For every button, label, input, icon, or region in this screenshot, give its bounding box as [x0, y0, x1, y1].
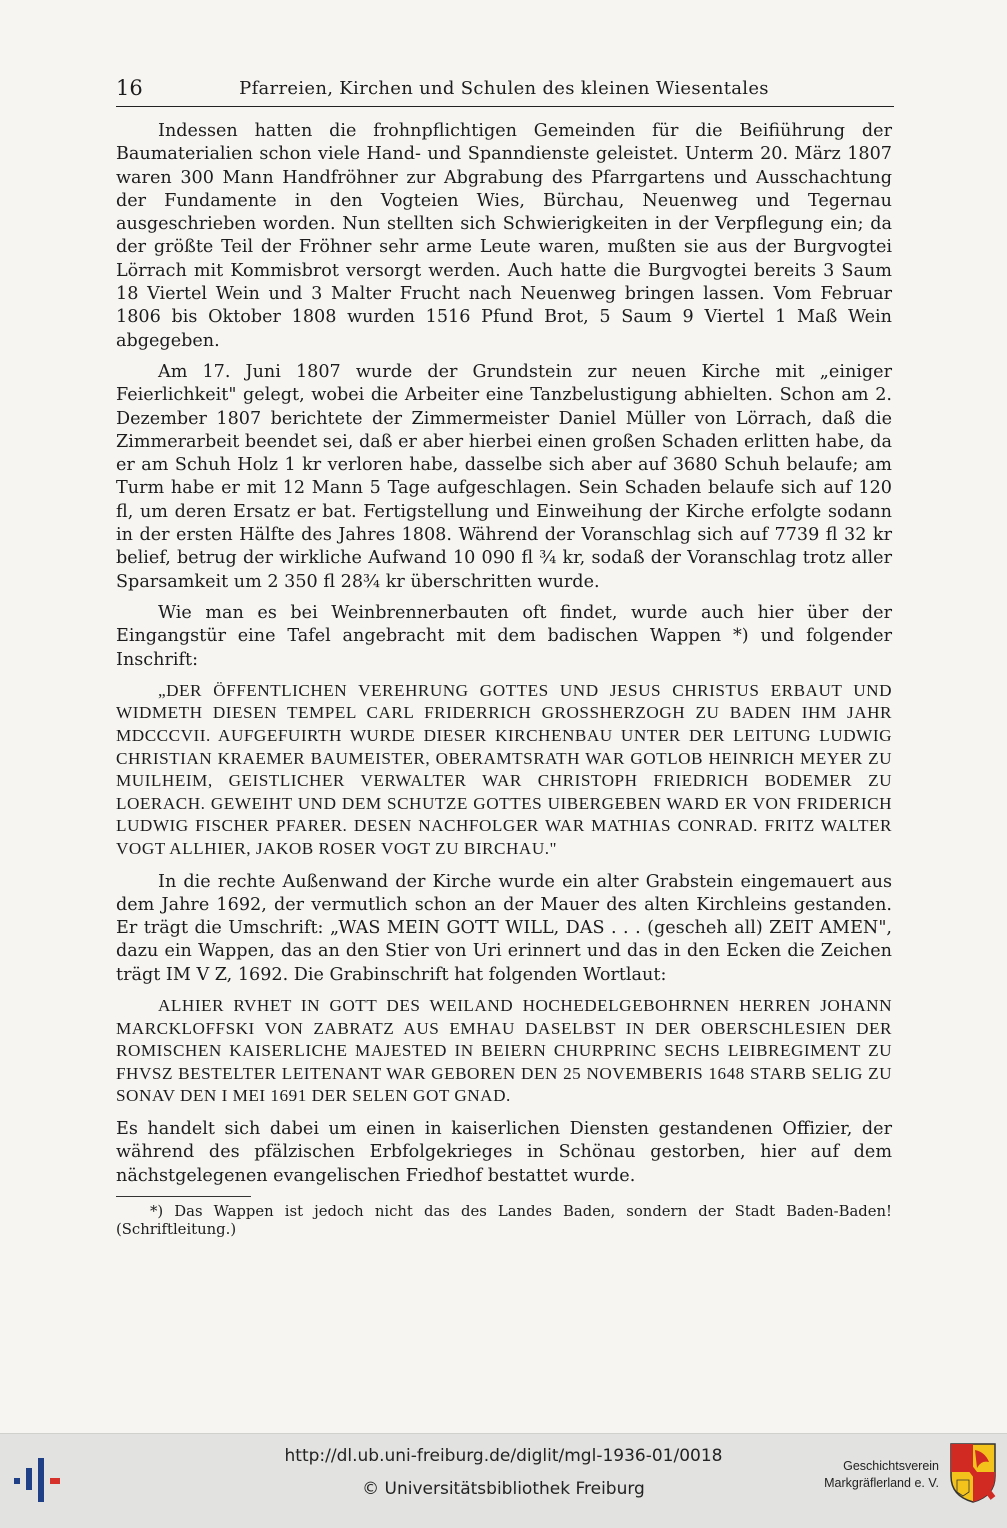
paragraph-1: Indessen hatten die frohnpflichtigen Gemeinden für die Beifiührung der Baumaterialien schon viele Hand- und Spanndienste geleistet. Unterm 20. März 1807 waren 300 Mann Handfröhner zur Abgrabung des Pfarrgartens und Ausschachtung der Fundamente in den Vogteien Wies, Bürchau, Neuenweg und Tegernau ausgeschrieben worden. Nun stellten sich Schwierigkeiten in der Verpflegung ein; da der größte Teil der Fröhner sehr arme Leute waren, mußten sie aus der Burgvogtei Lörrach mit Kommisbrot versorgt werden. Auch hatte die Burgvogtei bereits 3 Saum 18 Viertel Wein und 3 Malter Frucht nach Neuenweg bringen lassen. Vom Februar 1806 bis Oktober 1808 wurden 1516 Pfund Brot, 5 Saum 9 Viertel 1 Maß Wein abgegeben. [116, 121, 892, 351]
paragraph-4: In die rechte Außenwand der Kirche wurde ein alter Grabstein eingemauert aus dem Jahre 1692, der vermutlich schon an der Mauer des alten Kirchleins gestanden. Er trägt die Umschrift: „WAS MEIN GOTT WILL, DAS . . . (gescheh all) ZEIT AMEN", dazu ein Wappen, das an den Stier von Uri erinnert und das in den Ecken die Zeichen trägt IM V Z, 1692. Die Grabinschrift hat folgenden Wortlaut: [116, 871, 892, 985]
footnote-rule [116, 1196, 251, 1197]
paragraph-3: Wie man es bei Weinbrennerbauten oft findet, wurde auch hier über der Eingangstür eine Tafel angebracht mit dem badischen Wappen *) und folgender Inschrift: [116, 602, 892, 670]
body-text [116, 120, 892, 1240]
viewer-footer [0, 1433, 1007, 1528]
page-header [116, 72, 892, 104]
document-url[interactable]: http://dl.ub.uni-freiburg.de/diglit/mgl-1936-01/0018 [284, 1446, 723, 1466]
society-line-1: Geschichtsverein [843, 1459, 939, 1473]
society-line-2: Markgräflerland e. V. [824, 1476, 939, 1490]
page-number: 16 [116, 76, 143, 100]
paragraph-5: Es handelt sich dabei um einen in kaiserlichen Diensten gestandenen Offizier, der während des pfälzischen Erbfolgekrieges in Schönau gestorben, hier auf dem nächstgelegenen evangelischen Friedhof bestattet wurde. [116, 1119, 892, 1186]
gravestone-inscription: ALHIER RVHET IN GOTT DES WEILAND HOCHEDELGEBOHRNEN HERREN JOHANN MARCKLOFFSKI VON ZABRATZ AUS EMHAU DASELBST IN DER OBERSCHLESIEN DER ROMISCHEN KAISERLICHE MAJESTED IN BEIERN CHURPRINC SECHS LEIBREGIMENT ZU FHVSZ BESTELTER LEITENANT WAR GEBOREN DEN 25 NOVEMBERIS 1648 STARB SELIG ZU SONAV DEN I MEI 1691 DER SELEN GOT GNAD. [116, 996, 892, 1106]
society-name [824, 1458, 939, 1492]
running-title: Pfarreien, Kirchen und Schulen des kleinen Wiesentales [239, 78, 769, 99]
copyright-notice: © Universitätsbibliothek Freiburg [362, 1479, 645, 1499]
header-rule [116, 106, 894, 107]
coat-of-arms-icon [949, 1442, 997, 1504]
paragraph-2: Am 17. Juni 1807 wurde der Grundstein zur neuen Kirche mit „einiger Feierlichkeit" gelegt, wobei die Arbeiter eine Tanzbelustigung abhielten. Schon am 2. Dezember 1807 berichtete der Zimmermeister Daniel Müller von Lörrach, daß die Zimmerarbeit beendet sei, daß er aber hierbei einen großen Schaden erlitten habe, da er am Schuh Holz 1 kr verloren habe, dasselbe sich aber auf 3680 Schuh belaufe; am Turm habe er mit 12 Mann 5 Tage aufgeschlagen. Sein Schaden belaufe sich auf 120 fl, um deren Ersatz er bat. Fertigstellung und Einweihung der Kirche erfolgte sodann in der ersten Hälfte des Jahres 1808. Während der Voranschlag sich auf 7739 fl 32 kr belief, betrug der wirkliche Aufwand 10 090 fl ¾ kr, sodaß der Voranschlag trotz aller Sparsamkeit um 2 350 fl 28¾ kr überschritten wurde. [116, 361, 892, 592]
church-inscription: „DER ÖFFENTLICHEN VEREHRUNG GOTTES UND JESUS CHRISTUS ERBAUT UND WIDMETH DIESEN TEMPEL CARL FRIDERRICH GROSSHERZOGH ZU BADEN IHM JAHR MDCCCVII. AUFGEFUIRTH WURDE DIESER KIRCHENBAU UNTER DER LEITUNG LUDWIG CHRISTIAN KRAEMER BAUMEISTER, OBERAMTSRATH WAR GOTLOB HEINRICH MEYER ZU MUILHEIM, GEISTLICHER VERWALTER WAR CHRISTOPH FRIEDRICH BODEMER ZU LOERACH. GEWEIHT UND DEM SCHUTZE GOTTES UIBERGEBEN WARD ER VON FRIDERICH LUDWIG FISCHER PFARER. DESEN NACHFOLGER WAR MATHIAS CONRAD. FRITZ WALTER VOGT ALLHIER, JAKOB ROSER VOGT ZU BIRCHAU." [116, 680, 892, 858]
footnote: *) Das Wappen ist jedoch nicht das des Landes Baden, sondern der Stadt Baden-Baden! (Schriftleitung.) [116, 1202, 892, 1239]
